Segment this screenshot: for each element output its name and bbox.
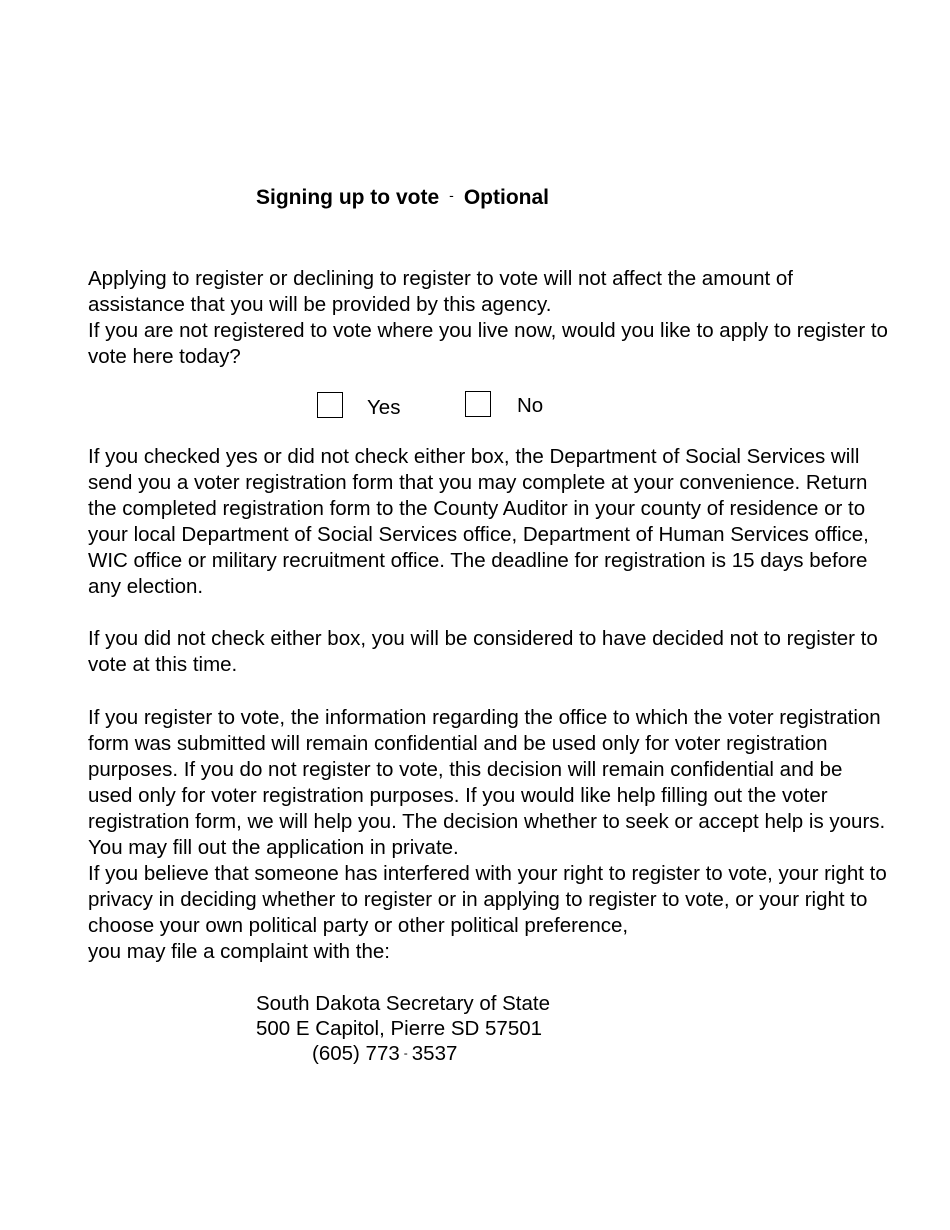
page-title — [256, 186, 549, 210]
no-checkbox[interactable] — [465, 391, 491, 417]
yes-label: Yes — [367, 396, 401, 419]
address-street: 500 E Capitol, Pierre SD 57501 — [256, 1017, 543, 1040]
secretary-of-state-address — [256, 991, 550, 1066]
intro-section — [88, 266, 888, 370]
checked-yes-text: If you checked yes or did not check either box, the Department of Social Services will send you a voter registration form that you may complete at your convenience. Return the completed registration form to the County Auditor in your county of residence or to your local Department of Social Services office, Department of Human Services office, WIC office or military recruitment office. The deadline for registration is 15 days before any election. — [88, 445, 869, 598]
intro-question-text: If you are not registered to vote where you live now, would you like to apply to register to vote here today? — [88, 319, 888, 368]
yes-checkbox[interactable] — [317, 392, 343, 418]
phone-separator: - — [403, 1046, 408, 1060]
confidentiality-section — [88, 705, 888, 965]
checked-yes-section — [88, 444, 888, 600]
address-office: South Dakota Secretary of State — [256, 992, 550, 1015]
title-main: Signing up to vote — [256, 186, 440, 209]
title-separator: - — [449, 187, 454, 203]
no-label: No — [517, 394, 544, 417]
phone-line: 3537 — [411, 1042, 458, 1065]
complaint-tail-text: you may file a complaint with the: — [88, 940, 390, 963]
phone-area: (605) 773 — [312, 1042, 400, 1065]
title-optional: Optional — [463, 186, 549, 209]
address-phone — [256, 1041, 550, 1066]
no-check-text: If you did not check either box, you will be considered to have decided not to register to vote at this time. — [88, 627, 878, 676]
no-check-section — [88, 626, 888, 678]
complaint-text: If you believe that someone has interfered with your right to register to vote, your right to privacy in deciding whether to register or in applying to register to vote, or your right to choose your own political party or other political preference, — [88, 862, 887, 937]
confidentiality-text: If you register to vote, the information regarding the office to which the voter registration form was submitted will remain confidential and be used only for voter registration purposes. If you do not register to vote, this decision will remain confidential and be used only for voter registration purposes. If you would like help filling out the voter registration form, we will help you. The decision whether to seek or accept help is yours. You may fill out the application in private. — [88, 706, 886, 859]
intro-assistance-text: Applying to register or declining to register to vote will not affect the amount of assistance that you will be provided by this agency. — [88, 267, 793, 316]
